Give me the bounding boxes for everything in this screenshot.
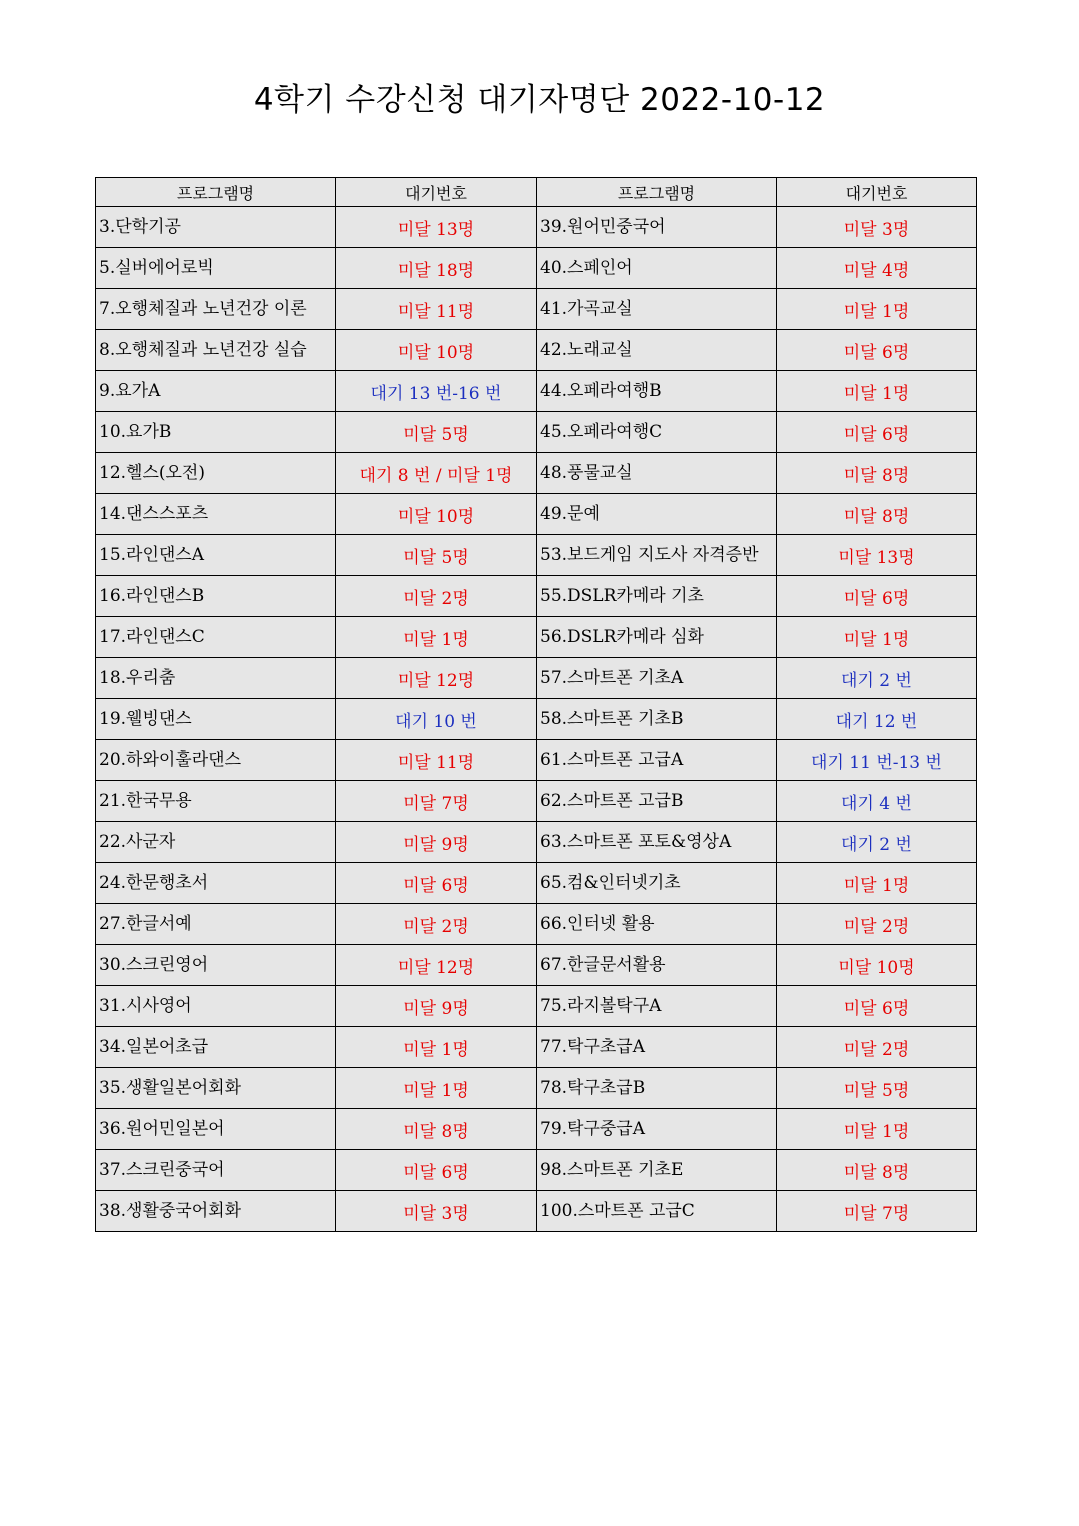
wait-status-left: 대기 10 번 xyxy=(336,699,537,740)
wait-status-right: 미달 1명 xyxy=(777,863,977,904)
program-name-left: 16.라인댄스B xyxy=(96,576,336,617)
wait-status-right: 미달 8명 xyxy=(777,494,977,535)
program-name-right: 53.보드게임 지도사 자격증반 xyxy=(537,535,777,576)
program-name-right: 44.오페라여행B xyxy=(537,371,777,412)
table-row xyxy=(96,1191,977,1232)
wait-status-left: 대기 8 번 / 미달 1명 xyxy=(336,453,537,494)
waitlist-table xyxy=(95,177,977,1232)
wait-status-right: 미달 1명 xyxy=(777,289,977,330)
program-name-right: 77.탁구초급A xyxy=(537,1027,777,1068)
program-name-right: 55.DSLR카메라 기초 xyxy=(537,576,777,617)
table-body xyxy=(96,207,977,1232)
program-name-right: 41.가곡교실 xyxy=(537,289,777,330)
program-name-left: 12.헬스(오전) xyxy=(96,453,336,494)
wait-status-left: 미달 1명 xyxy=(336,1068,537,1109)
program-name-right: 40.스페인어 xyxy=(537,248,777,289)
program-name-left: 17.라인댄스C xyxy=(96,617,336,658)
program-name-right: 67.한글문서활용 xyxy=(537,945,777,986)
table-row xyxy=(96,494,977,535)
wait-status-right: 미달 8명 xyxy=(777,453,977,494)
table-row xyxy=(96,986,977,1027)
table-row xyxy=(96,1068,977,1109)
table-row xyxy=(96,576,977,617)
program-name-right: 62.스마트폰 고급B xyxy=(537,781,777,822)
wait-status-right: 미달 1명 xyxy=(777,371,977,412)
table-row xyxy=(96,1109,977,1150)
program-name-right: 61.스마트폰 고급A xyxy=(537,740,777,781)
header-wait-number-right: 대기번호 xyxy=(777,178,977,207)
table-row xyxy=(96,535,977,576)
program-name-right: 98.스마트폰 기초E xyxy=(537,1150,777,1191)
program-name-right: 66.인터넷 활용 xyxy=(537,904,777,945)
wait-status-right: 미달 2명 xyxy=(777,904,977,945)
wait-status-left: 미달 6명 xyxy=(336,863,537,904)
program-name-left: 30.스크린영어 xyxy=(96,945,336,986)
program-name-left: 31.시사영어 xyxy=(96,986,336,1027)
wait-status-right: 미달 13명 xyxy=(777,535,977,576)
program-name-left: 27.한글서예 xyxy=(96,904,336,945)
wait-status-left: 미달 1명 xyxy=(336,1027,537,1068)
wait-status-left: 미달 12명 xyxy=(336,658,537,699)
program-name-right: 65.컴&인터넷기초 xyxy=(537,863,777,904)
program-name-right: 49.문예 xyxy=(537,494,777,535)
wait-status-right: 미달 8명 xyxy=(777,1150,977,1191)
program-name-right: 75.라지볼탁구A xyxy=(537,986,777,1027)
wait-status-left: 미달 11명 xyxy=(336,740,537,781)
header-program-name-left: 프로그램명 xyxy=(96,178,336,207)
program-name-left: 21.한국무용 xyxy=(96,781,336,822)
table-row xyxy=(96,658,977,699)
wait-status-right: 미달 1명 xyxy=(777,617,977,658)
program-name-left: 22.사군자 xyxy=(96,822,336,863)
header-row xyxy=(96,178,977,207)
table-row xyxy=(96,945,977,986)
table-row xyxy=(96,904,977,945)
program-name-left: 35.생활일본어회화 xyxy=(96,1068,336,1109)
program-name-left: 18.우리춤 xyxy=(96,658,336,699)
table-row xyxy=(96,781,977,822)
wait-status-right: 미달 1명 xyxy=(777,1109,977,1150)
wait-status-left: 미달 2명 xyxy=(336,904,537,945)
wait-status-left: 미달 10명 xyxy=(336,330,537,371)
wait-status-left: 미달 7명 xyxy=(336,781,537,822)
program-name-right: 57.스마트폰 기초A xyxy=(537,658,777,699)
wait-status-right: 미달 3명 xyxy=(777,207,977,248)
program-name-left: 7.오행체질과 노년건강 이론 xyxy=(96,289,336,330)
wait-status-left: 미달 11명 xyxy=(336,289,537,330)
wait-status-left: 미달 10명 xyxy=(336,494,537,535)
program-name-right: 42.노래교실 xyxy=(537,330,777,371)
wait-status-left: 미달 12명 xyxy=(336,945,537,986)
program-name-right: 58.스마트폰 기초B xyxy=(537,699,777,740)
program-name-right: 63.스마트폰 포토&영상A xyxy=(537,822,777,863)
program-name-right: 45.오페라여행C xyxy=(537,412,777,453)
wait-status-right: 대기 2 번 xyxy=(777,822,977,863)
program-name-left: 36.원어민일본어 xyxy=(96,1109,336,1150)
table-row xyxy=(96,1027,977,1068)
header-wait-number-left: 대기번호 xyxy=(336,178,537,207)
program-name-left: 37.스크린중국어 xyxy=(96,1150,336,1191)
program-name-left: 24.한문행초서 xyxy=(96,863,336,904)
table-row xyxy=(96,289,977,330)
program-name-left: 34.일본어초급 xyxy=(96,1027,336,1068)
wait-status-right: 미달 7명 xyxy=(777,1191,977,1232)
table-header xyxy=(96,178,977,207)
program-name-left: 20.하와이훌라댄스 xyxy=(96,740,336,781)
wait-status-right: 미달 6명 xyxy=(777,412,977,453)
program-name-right: 79.탁구중급A xyxy=(537,1109,777,1150)
program-name-right: 100.스마트폰 고급C xyxy=(537,1191,777,1232)
program-name-left: 8.오행체질과 노년건강 실습 xyxy=(96,330,336,371)
program-name-left: 19.웰빙댄스 xyxy=(96,699,336,740)
wait-status-left: 미달 8명 xyxy=(336,1109,537,1150)
wait-status-left: 미달 18명 xyxy=(336,248,537,289)
wait-status-right: 대기 11 번-13 번 xyxy=(777,740,977,781)
program-name-right: 48.풍물교실 xyxy=(537,453,777,494)
program-name-left: 5.실버에어로빅 xyxy=(96,248,336,289)
wait-status-right: 미달 10명 xyxy=(777,945,977,986)
table-row xyxy=(96,1150,977,1191)
table-row xyxy=(96,822,977,863)
program-name-left: 38.생활중국어회화 xyxy=(96,1191,336,1232)
program-name-right: 78.탁구초급B xyxy=(537,1068,777,1109)
table-row xyxy=(96,330,977,371)
wait-status-left: 미달 13명 xyxy=(336,207,537,248)
wait-status-right: 미달 6명 xyxy=(777,576,977,617)
wait-status-right: 미달 6명 xyxy=(777,986,977,1027)
wait-status-right: 대기 2 번 xyxy=(777,658,977,699)
wait-status-left: 미달 9명 xyxy=(336,822,537,863)
table-row xyxy=(96,617,977,658)
wait-status-right: 미달 4명 xyxy=(777,248,977,289)
header-program-name-right: 프로그램명 xyxy=(537,178,777,207)
program-name-left: 3.단학기공 xyxy=(96,207,336,248)
program-name-left: 9.요가A xyxy=(96,371,336,412)
wait-status-left: 미달 5명 xyxy=(336,535,537,576)
page-title: 4학기 수강신청 대기자명단 2022-10-12 xyxy=(253,82,826,118)
program-name-right: 39.원어민중국어 xyxy=(537,207,777,248)
wait-status-right: 대기 12 번 xyxy=(777,699,977,740)
program-name-left: 15.라인댄스A xyxy=(96,535,336,576)
table-row xyxy=(96,863,977,904)
program-name-left: 10.요가B xyxy=(96,412,336,453)
wait-status-right: 미달 6명 xyxy=(777,330,977,371)
wait-status-left: 미달 2명 xyxy=(336,576,537,617)
wait-status-right: 미달 5명 xyxy=(777,1068,977,1109)
wait-status-right: 미달 2명 xyxy=(777,1027,977,1068)
wait-status-left: 미달 9명 xyxy=(336,986,537,1027)
table-row xyxy=(96,740,977,781)
wait-status-left: 미달 3명 xyxy=(336,1191,537,1232)
wait-status-right: 대기 4 번 xyxy=(777,781,977,822)
program-name-right: 56.DSLR카메라 심화 xyxy=(537,617,777,658)
table-row xyxy=(96,371,977,412)
table-row xyxy=(96,412,977,453)
table-row xyxy=(96,207,977,248)
table-row xyxy=(96,699,977,740)
wait-status-left: 대기 13 번-16 번 xyxy=(336,371,537,412)
wait-status-left: 미달 6명 xyxy=(336,1150,537,1191)
wait-status-left: 미달 1명 xyxy=(336,617,537,658)
program-name-left: 14.댄스스포츠 xyxy=(96,494,336,535)
wait-status-left: 미달 5명 xyxy=(336,412,537,453)
table-row xyxy=(96,248,977,289)
table-row xyxy=(96,453,977,494)
